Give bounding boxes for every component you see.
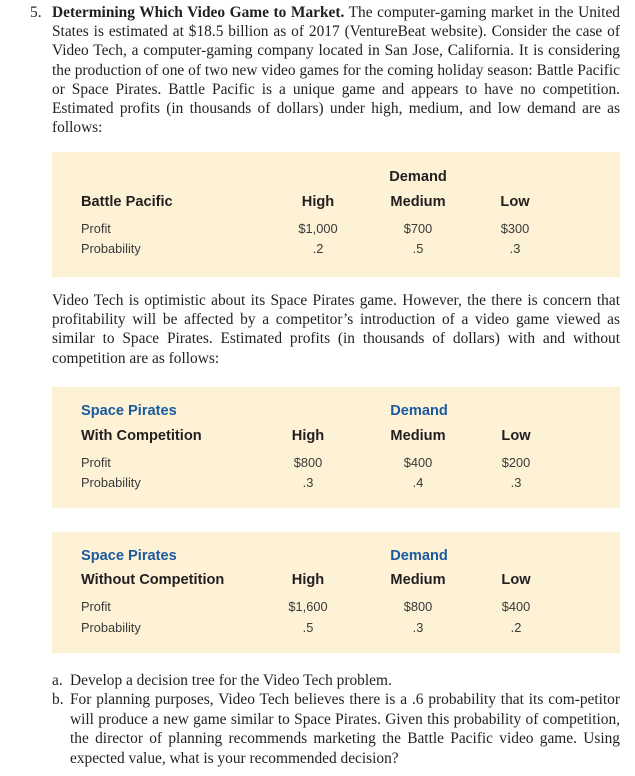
scenario-subtitle: With Competition [81,428,202,444]
middle-paragraph: Video Tech is optimistic about its Space Pirates game. However, the there is concern that profitability will be affected by a competitor’s introduction of a video game viewed as similar to Space Pirates. Estimated profits (in thousands of dollars) with and without competition are as follows: [52,292,620,367]
question-b [52,690,620,768]
profit-label: Profit [81,455,111,470]
battle-pacific-table [52,152,620,277]
profit-low: $400 [501,599,531,614]
profit-medium: $700 [403,221,433,236]
question-marker: a. [52,672,63,689]
game-name: Space Pirates [81,403,177,419]
profit-label: Profit [81,221,111,236]
question-a [52,671,620,690]
level-medium: Medium [390,194,446,210]
probability-high: .3 [302,475,314,490]
profit-medium: $800 [403,599,433,614]
scenario-subtitle: Without Competition [81,572,225,588]
space-pirates-with-competition-table [52,387,620,508]
profit-low: $200 [501,455,531,470]
probability-label: Probability [81,241,141,256]
question-marker: b. [52,691,64,709]
level-low: Low [501,572,531,588]
probability-low: .2 [510,620,522,635]
profit-low: $300 [500,221,530,236]
level-medium: Medium [390,572,446,588]
level-high: High [291,428,325,444]
game-name: Space Pirates [81,548,177,564]
game-name: Battle Pacific [81,194,173,210]
profit-high: $1,000 [298,221,338,236]
problem-title: Determining Which Video Game to Market. [52,4,345,21]
level-medium: Medium [390,428,446,444]
level-high: High [291,572,325,588]
probability-label: Probability [81,475,141,490]
question-text: For planning purposes, Video Tech believes there is a .6 probability that its com-petitor will produce a new game similar to Space Pirates. Given this probability of competition, the director of planning recommends marketing the Battle Pacific video game. Using expected value, what is your recommended decision? [70,691,620,767]
demand-heading: Demand [389,169,447,185]
probability-low: .3 [509,241,521,256]
question-text: Develop a decision tree for the Video Tech problem. [70,672,392,689]
problem-intro [30,3,620,137]
profit-high: $800 [293,455,323,470]
profit-medium: $400 [403,455,433,470]
probability-low: .3 [510,475,522,490]
profit-label: Profit [81,599,111,614]
level-low: Low [500,194,530,210]
question-list [52,671,620,768]
probability-medium: .4 [412,475,424,490]
demand-heading: Demand [390,548,448,564]
probability-high: .2 [312,241,324,256]
problem-intro-body: The computer-gaming market in the United States is estimated at $18.5 billion as of 2017 (VentureBeat website). Consider the case of Video Tech, a computer-gaming company located in San Jose, California. It is considering the production of one of two new video games for the coming holiday season: Battle Pacific or Space Pirates. Battle Pacific is a unique game and appears to have no competition. Estimated profits (in thousands of dollars) under high, medium, and low demand are as follows: [52,4,620,137]
space-pirates-without-competition-table [52,532,620,653]
level-high: High [301,194,335,210]
probability-label: Probability [81,620,141,635]
profit-high: $1,600 [288,599,328,614]
problem-number: 5. [30,4,42,21]
probability-medium: .3 [412,620,424,635]
demand-heading: Demand [390,403,448,419]
probability-medium: .5 [412,241,424,256]
level-low: Low [501,428,531,444]
probability-high: .5 [302,620,314,635]
